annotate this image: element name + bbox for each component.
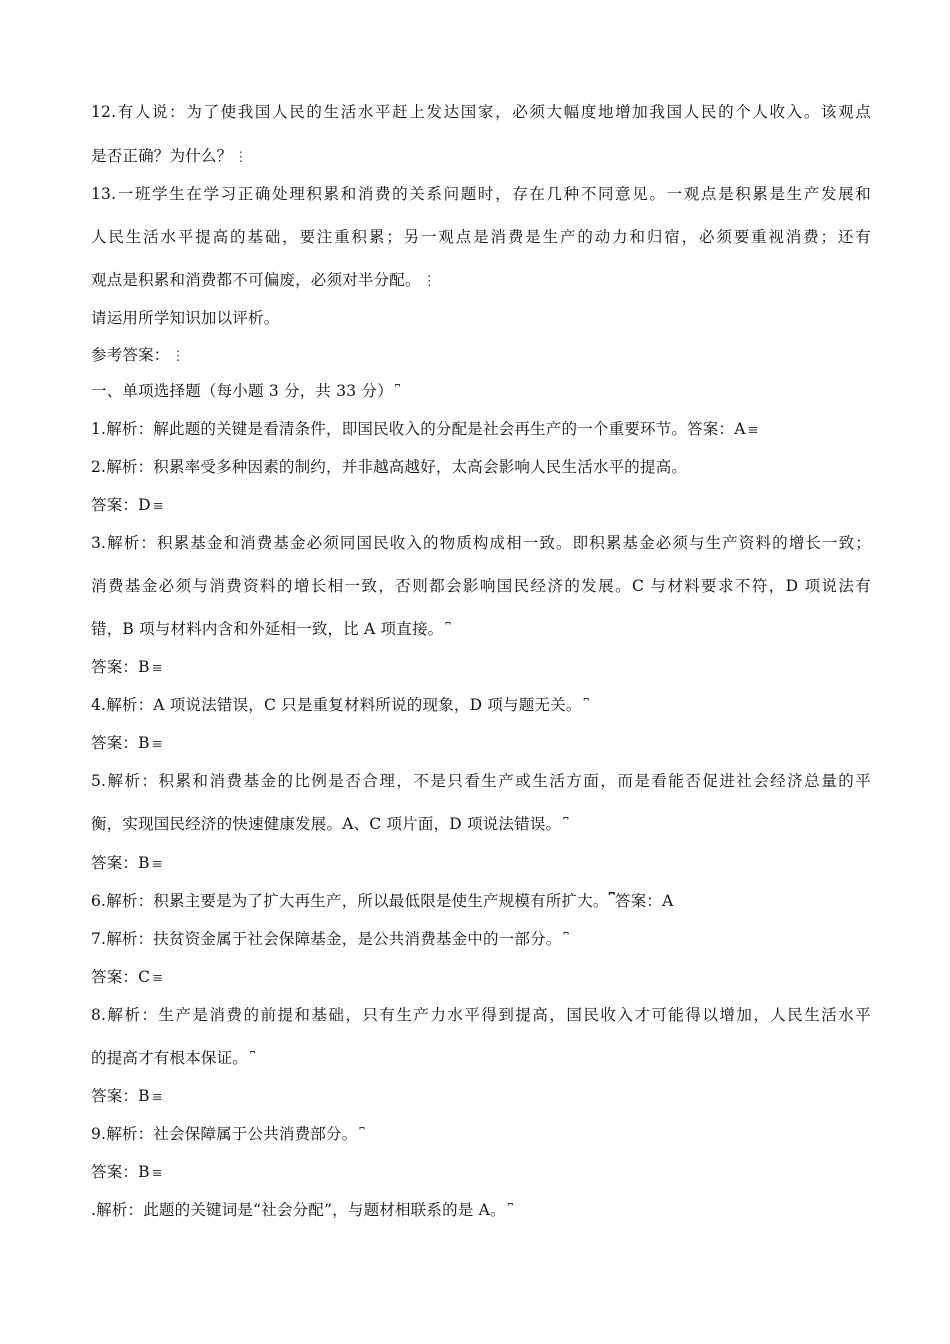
paragraph-mark-icon: ≡	[151, 857, 163, 872]
text-line: 消费基金必须与消费资料的增长相一致，否则都会影响国民经济的发展。C 与材料要求不符，D 项说法有	[91, 577, 871, 595]
text-line: 请运用所学知识加以评析。	[91, 309, 280, 327]
paragraph-mark-icon: ⋮	[234, 150, 248, 165]
paragraph-mark-icon: ⎴	[507, 1204, 514, 1219]
text-line: 人民生活水平提高的基础，要注重积累；另一观点是消费是生产的动力和归宿，必须要重视消费；还有	[91, 228, 871, 246]
text-line: 4.解析：A 项说法错误，C 只是重复材料所说的现象，D 项与题无关。 ⎴	[91, 696, 589, 714]
answer-line: 答案：C ≡	[91, 968, 164, 986]
text-line: 是否正确？为什么？ ⋮	[91, 147, 248, 165]
paragraph-mark-icon: ⎴	[394, 385, 401, 400]
paragraph-mark-icon: ≡	[151, 1166, 163, 1181]
paragraph-mark-icon: ⎴	[563, 818, 569, 833]
paragraph-mark-icon: ⎴	[359, 1128, 365, 1143]
paragraph-mark-icon: ⋮	[171, 349, 185, 364]
text-line: 9.解析：社会保障属于公共消费部分。 ⎴	[91, 1125, 365, 1143]
text-line: 12.有人说：为了使我国人民的生活水平赶上发达国家，必须大幅度地增加我国人民的个人收入。该观点	[91, 103, 871, 121]
paragraph-mark-icon: ≡	[151, 661, 163, 676]
answer-line: 答案：B ≡	[91, 734, 163, 752]
text-line: 13.一班学生在学习正确处理积累和消费的关系问题时，存在几种不同意见。一观点是积累是生产发展和	[91, 185, 871, 203]
answer-line: 答案：B ≡	[91, 1087, 163, 1105]
paragraph-mark-icon: ⋮	[422, 274, 436, 289]
paragraph-mark-icon: ≡	[152, 971, 164, 986]
paragraph-mark-icon: ⎴	[250, 1052, 256, 1067]
text-line: 5.解析：积累和消费基金的比例是否合理，不是只看生产或生活方面，而是看能否促进社会经济总量的平	[91, 772, 871, 790]
text-line: 衡，实现国民经济的快速健康发展。A、C 项片面，D 项说法错误。 ⎴	[91, 815, 569, 833]
text-line: 6.解析：积累主要是为了扩大再生产，所以最低限是使生产规模有所扩大。⎴答案：A	[91, 892, 674, 910]
paragraph-mark-icon: ⎴	[563, 933, 569, 948]
answer-line: 答案：B ≡	[91, 658, 163, 676]
paragraph-mark-icon: ≡	[747, 423, 759, 438]
text-line: 8.解析：生产是消费的前提和基础，只有生产力水平得到提高，国民收入才可能得以增加，人民生活水平	[91, 1006, 871, 1024]
section-heading: 一、单项选择题（每小题 3 分，共 33 分） ⎴	[91, 382, 401, 400]
text-line: .解析：此题的关键词是“社会分配”，与题材相联系的是 A。 ⎴	[91, 1201, 514, 1219]
paragraph-mark-icon: ≡	[151, 737, 163, 752]
text-line: 3.解析：积累基金和消费基金必须同国民收入的物质构成相一致。即积累基金必须与生产资料的增长一致；	[91, 534, 871, 552]
paragraph-mark-icon: ⎴	[445, 623, 451, 638]
paragraph-mark-icon: ≡	[152, 499, 164, 514]
text-line: 7.解析：扶贫资金属于社会保障基金，是公共消费基金中的一部分。 ⎴	[91, 930, 569, 948]
text-line: 的提高才有根本保证。 ⎴	[91, 1049, 256, 1067]
text-line: 观点是积累和消费都不可偏废，必须对半分配。 ⋮	[91, 271, 436, 289]
answer-line: 答案：B ≡	[91, 1163, 163, 1181]
answer-line: 答案：D ≡	[91, 496, 164, 514]
text-line: 2.解析：积累率受多种因素的制约，并非越高越好，太高会影响人民生活水平的提高。	[91, 458, 688, 476]
text-line: 错，B 项与材料内含和外延相一致，比 A 项直接。 ⎴	[91, 620, 451, 638]
text-line: 1.解析：解此题的关键是看清条件，即国民收入的分配是社会再生产的一个重要环节。答案：A ≡	[91, 420, 759, 438]
text-line: 参考答案： ⋮	[91, 346, 185, 364]
answer-line: 答案：B ≡	[91, 854, 163, 872]
paragraph-mark-icon: ⎴	[583, 699, 589, 714]
paragraph-mark-icon: ≡	[151, 1090, 163, 1105]
